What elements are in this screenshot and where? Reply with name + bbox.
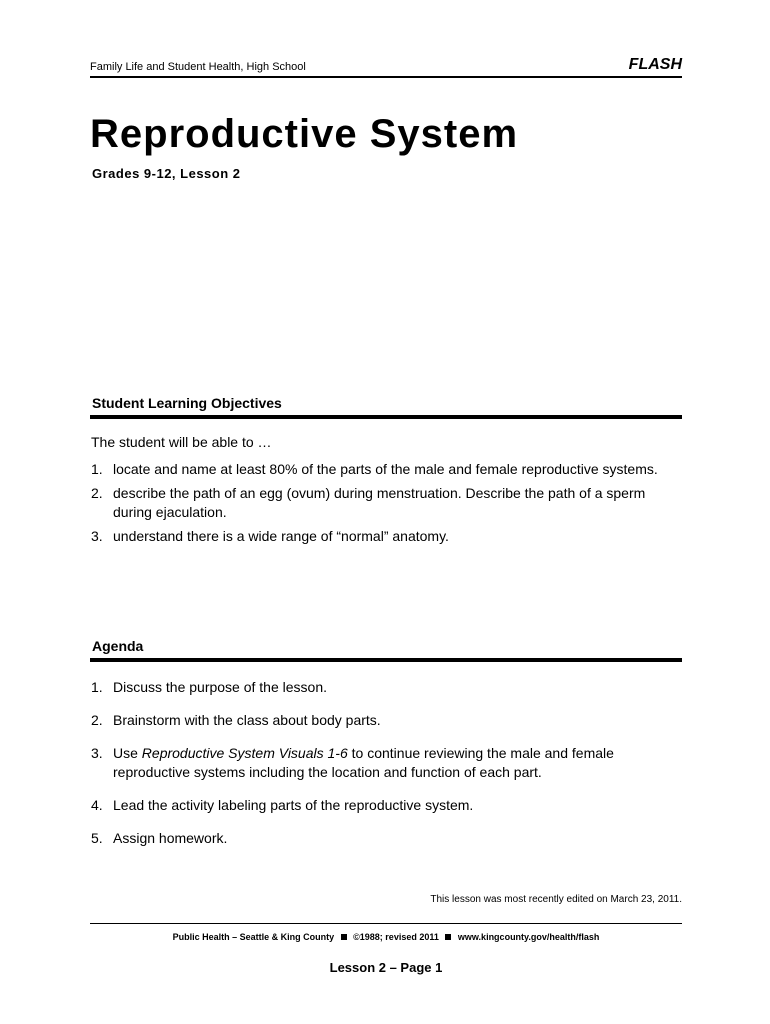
list-item (91, 796, 661, 815)
agenda-heading-rule (90, 658, 682, 662)
item-number: 1. (91, 679, 103, 695)
objectives-intro: The student will be able to … (91, 434, 272, 450)
item-text: Discuss the purpose of the lesson. (113, 679, 328, 695)
item-text-prefix: Use (113, 745, 142, 761)
objectives-heading-label: Student Learning Objectives (92, 395, 282, 411)
agenda-list (91, 678, 661, 862)
edited-note: This lesson was most recently edited on March 23, 2011. (430, 894, 682, 905)
square-bullet-icon (445, 934, 451, 940)
list-item (91, 527, 661, 546)
item-text: Lead the activity labeling parts of the reproductive system. (113, 797, 474, 813)
item-number: 5. (91, 830, 103, 846)
agenda-heading-label: Agenda (92, 638, 144, 654)
item-number: 2. (91, 712, 103, 728)
header-flash-label: FLASH (628, 56, 682, 73)
objectives-list (91, 460, 661, 551)
list-item (91, 460, 661, 479)
item-text: Assign homework. (113, 830, 228, 846)
list-item (91, 711, 661, 730)
list-item (91, 678, 661, 697)
square-bullet-icon (341, 934, 347, 940)
list-item (91, 484, 661, 522)
item-number: 2. (91, 485, 103, 501)
item-text-suffix: to continue reviewing the male and female reproductive systems including the location and function of each part. (113, 745, 614, 780)
item-text-italic: Reproductive System Visuals 1-6 (141, 745, 348, 761)
page-header (90, 50, 682, 78)
item-number: 3. (91, 528, 103, 544)
header-course-name: Family Life and Student Health, High School (90, 61, 306, 73)
agenda-section-heading (90, 638, 682, 662)
page-number: Lesson 2 – Page 1 (329, 960, 443, 975)
page-subtitle: Grades 9-12, Lesson 2 (92, 166, 241, 181)
item-text: describe the path of an egg (ovum) during menstruation. Describe the path of a sperm during ejaculation. (113, 485, 646, 520)
footer-credits (90, 932, 682, 942)
objectives-section-heading (90, 395, 682, 419)
objectives-heading-rule (90, 415, 682, 419)
page-title: Reproductive System (90, 112, 519, 156)
item-text: Brainstorm with the class about body parts. (113, 712, 381, 728)
item-text: understand there is a wide range of “normal” anatomy. (113, 528, 449, 544)
item-number: 1. (91, 461, 103, 477)
list-item (91, 744, 661, 782)
footer-org: Public Health – Seattle & King County (172, 932, 335, 942)
item-text: locate and name at least 80% of the parts of the male and female reproductive systems. (113, 461, 658, 477)
footer-rule (90, 923, 682, 924)
footer-copyright: ©1988; revised 2011 (353, 932, 439, 942)
footer-url: www.kingcounty.gov/health/flash (457, 932, 600, 942)
list-item (91, 829, 661, 848)
item-number: 3. (91, 745, 103, 761)
item-number: 4. (91, 797, 103, 813)
